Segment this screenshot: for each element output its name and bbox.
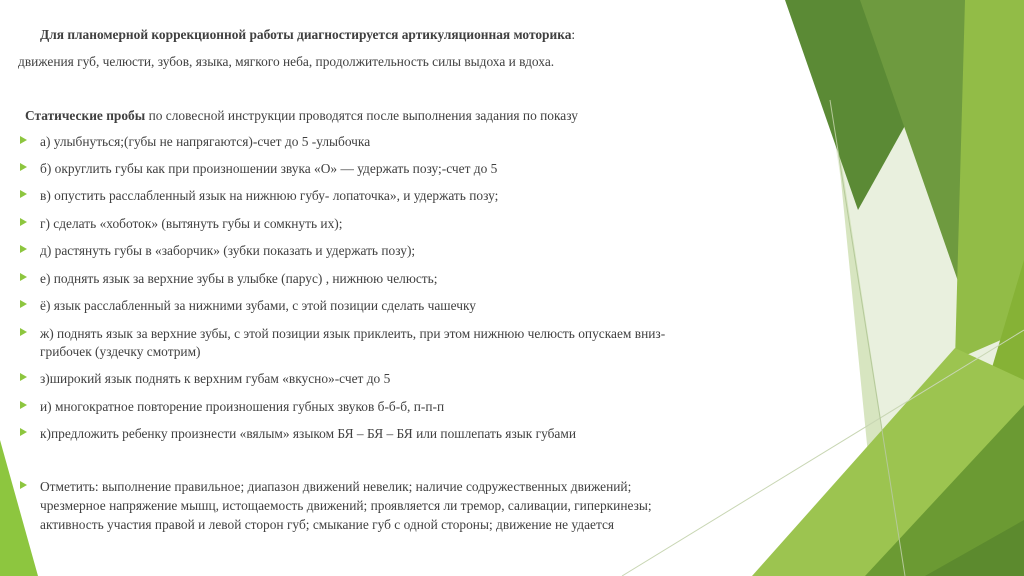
bullet-icon — [20, 245, 27, 253]
list-item: и) многократное повторение произношения губных звуков б-б-б, п-п-п — [40, 399, 445, 414]
note-line: Отметить: выполнение правильное; диапазон движений невелик; наличие содружественных движений; — [40, 479, 632, 494]
bullet-icon — [20, 373, 27, 381]
list-item: а) улыбнуться;(губы не напрягаются)-счет до 5 -улыбочка — [40, 134, 371, 149]
bullet-icon — [20, 273, 27, 281]
list-item: ё) язык расслабленный за нижними зубами, с этой позиции сделать чашечку — [40, 298, 476, 313]
list-item: е) поднять язык за верхние зубы в улыбке (парус) , нижнюю челюсть; — [40, 271, 438, 286]
list-item: б) округлить губы как при произношении звука «О» — удержать позу;-счет до 5 — [40, 161, 498, 176]
note-line: чрезмерное напряжение мышц, истощаемость движений; проявляется ли тремор, саливации, гиперкинезы; — [40, 498, 652, 513]
bullet-icon — [20, 481, 27, 489]
bullet-icon — [20, 218, 27, 226]
static-tests-rest: по словесной инструкции проводятся после выполнения задания по показу — [145, 108, 578, 123]
bullet-icon — [20, 328, 27, 336]
heading — [40, 26, 575, 43]
list-item: ж) поднять язык за верхние зубы, с этой позиции язык приклеить, при этом нижнюю челюсть опускаем вниз- — [40, 326, 666, 341]
static-tests-intro — [25, 107, 578, 124]
list-item: к)предложить ребенку произнести «вялым» языком БЯ – БЯ – БЯ или пошлепать язык губами — [40, 426, 577, 441]
list-item: з)широкий язык поднять к верхним губам «вкусно»-счет до 5 — [40, 371, 391, 386]
bullet-icon — [20, 428, 27, 436]
note-line: активность участия правой и левой сторон губ; смыкание губ с одной стороны; движение не удается — [40, 517, 615, 532]
list-item: г) сделать «хоботок» (вытянуть губы и сомкнуть их); — [40, 216, 343, 231]
bullet-icon — [20, 401, 27, 409]
bullet-icon — [20, 300, 27, 308]
heading-subtitle: движения губ, челюсти, зубов, языка, мягкого неба, продолжительность силы выдоха и вдоха. — [18, 54, 555, 69]
static-tests-bold: Статические пробы — [25, 108, 146, 123]
heading-colon: : — [571, 27, 576, 42]
list-item-continuation: грибочек (уздечку смотрим) — [40, 344, 201, 359]
list-item: в) опустить расслабленный язык на нижнюю губу- лопаточка», и удержать позу; — [40, 188, 499, 203]
bullet-icon — [20, 136, 27, 144]
heading-bold: Для планомерной коррекционной работы диагностируется артикуляционная моторика — [40, 27, 572, 42]
bullet-icon — [20, 190, 27, 198]
list-item: д) растянуть губы в «заборчик» (зубки показать и удержать позу); — [40, 243, 416, 258]
bullet-icon — [20, 163, 27, 171]
